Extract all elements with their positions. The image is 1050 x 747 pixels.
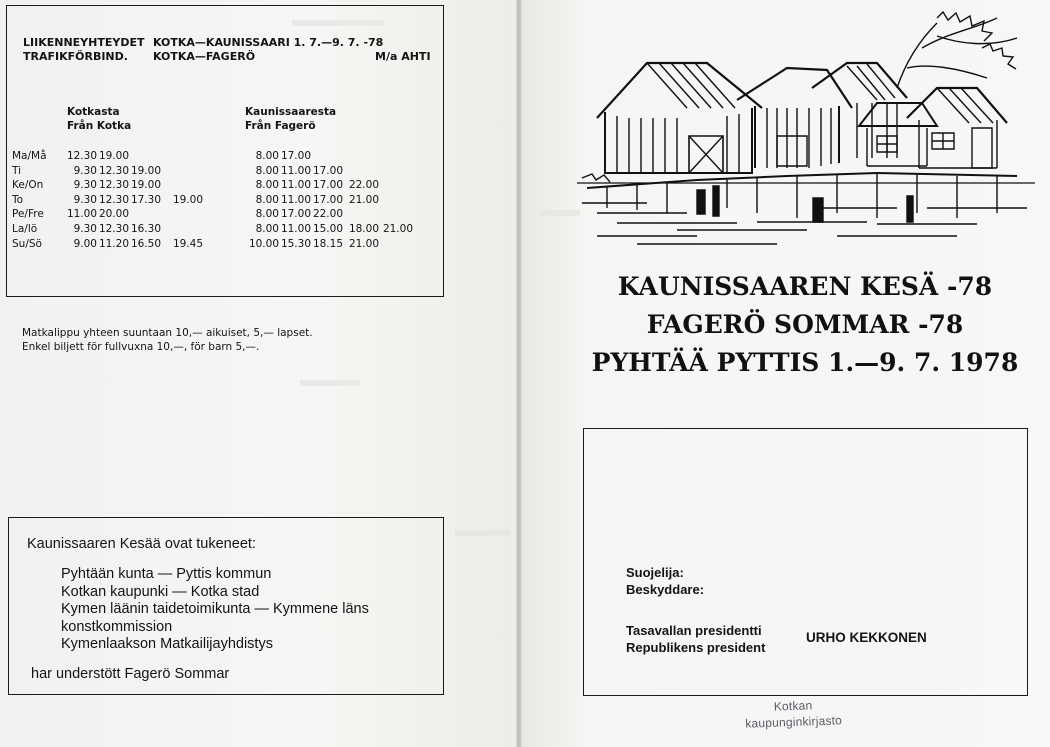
departure-time: 16.30 (130, 222, 161, 235)
departure-time: 11.00 (280, 179, 311, 192)
departure-time: 17.00 (312, 193, 343, 206)
patron-label-sv: Beskyddare: (626, 582, 705, 597)
patron-box (583, 428, 1028, 696)
bleed-through-mark (540, 210, 580, 216)
departure-time: 17.00 (280, 208, 311, 221)
departure-time: 8.00 (255, 222, 279, 235)
event-titles (560, 268, 1050, 382)
departure-time: 21.00 (348, 193, 379, 206)
departure-time: 11.20 (98, 237, 129, 250)
weekday-label: Pe/Fre (12, 208, 44, 221)
route-fi-label: LIIKENNEYHTEYDET (23, 36, 145, 49)
weekday-label: La/lö (12, 222, 38, 235)
supporter-item: konstkommission (61, 618, 173, 635)
route-sv-label: TRAFIKFÖRBIND. (23, 50, 128, 63)
supporter-item: Kymenlaakson Matkailijayhdistys (61, 636, 273, 652)
departure-time: 9.30 (73, 193, 97, 206)
departure-time: 12.30 (98, 164, 129, 177)
weekday-column (12, 149, 47, 251)
library-stamp (744, 696, 842, 731)
departure-time: 19.00 (98, 150, 129, 162)
stamp-line: Kotkan (773, 698, 813, 714)
route-sv-detail: KOTKA—FAGERÖ (153, 50, 256, 63)
departure-time: 17.30 (130, 193, 161, 206)
column-header-kaunissaari: Kaunissaaresta Från Fagerö (245, 106, 337, 132)
patron-role-fi: Tasavallan presidentti (626, 623, 762, 638)
supporters-list (61, 566, 369, 654)
ferry-timetable (6, 5, 444, 297)
departure-time: 18.00 (348, 222, 379, 235)
departure-time: 19.00 (130, 164, 161, 177)
supporters-title: Kaunissaaren Kesää ovat tukeneet: (27, 536, 256, 552)
column-header-kotka: Kotkasta Från Kotka (67, 106, 132, 132)
patron-label-fi: Suojelija: (626, 565, 684, 580)
weekday-label: Ke/On (12, 179, 44, 192)
patron-role-sv: Republikens president (626, 640, 766, 655)
departure-time: 9.00 (73, 237, 97, 250)
departure-time: 16.50 (130, 237, 161, 250)
boathouses-illustration (577, 8, 1035, 248)
bleed-through-mark (455, 530, 510, 536)
stamp-line: kaupunginkirjasto (745, 713, 843, 731)
departure-time: 12.30 (66, 150, 97, 162)
departure-time: 12.30 (98, 222, 129, 235)
weekday-label: Su/Sö (12, 237, 42, 250)
departure-time: 12.30 (98, 179, 129, 192)
supporters-box (8, 517, 444, 695)
route-fi-detail: KOTKA—KAUNISSAARI 1. 7.—9. 7. -78 (153, 36, 384, 49)
supporter-item: Kymen läänin taidetoimikunta — Kymmene läns (61, 601, 369, 617)
departure-time: 9.30 (73, 164, 97, 177)
departure-time: 8.00 (255, 208, 279, 221)
supporter-item: Kotkan kaupunki — Kotka stad (61, 583, 260, 600)
departure-time: 19.00 (130, 179, 161, 192)
departure-time: 17.00 (312, 164, 343, 177)
departure-time: 15.00 (312, 222, 343, 235)
departure-time: 17.00 (280, 150, 311, 162)
fare-info (22, 326, 313, 354)
departure-time: 11.00 (280, 193, 311, 206)
departure-time: 9.30 (73, 179, 97, 192)
title-swedish: FAGERÖ SOMMAR -78 (646, 310, 964, 339)
departure-time: 22.00 (348, 179, 379, 192)
departure-time: 15.30 (280, 237, 311, 250)
fare-sv: Enkel biljett för fullvuxna 10,—, för barn 5,—. (22, 341, 260, 353)
patron-roles (626, 622, 765, 656)
departure-time: 8.00 (255, 179, 279, 192)
departure-time: 20.00 (98, 208, 129, 221)
departure-time: 10.00 (248, 237, 279, 250)
title-finnish: KAUNISSAAREN KESÄ -78 (617, 272, 993, 301)
departure-time: 19.00 (172, 193, 203, 206)
departure-time: 8.00 (255, 164, 279, 177)
weekday-label: Ti (12, 164, 22, 177)
weekday-label: To (12, 193, 24, 206)
departure-time: 17.00 (312, 179, 343, 192)
departure-time: 21.00 (348, 237, 379, 250)
departure-time: 8.00 (255, 150, 279, 162)
fare-fi: Matkalippu yhteen suuntaan 10,— aikuiset, 5,— lapset. (22, 327, 313, 339)
departure-time: 11.00 (280, 164, 311, 177)
departure-time: 21.00 (382, 222, 413, 235)
patron-name: URHO KEKKONEN (806, 630, 927, 645)
departure-time: 11.00 (66, 208, 97, 221)
supporter-item: Pyhtään kunta — Pyttis kommun (61, 566, 272, 582)
weekday-label: Ma/Må (12, 150, 47, 162)
departure-time: 8.00 (255, 193, 279, 206)
departure-time: 11.00 (280, 222, 311, 235)
departure-time: 9.30 (73, 222, 97, 235)
supporters-footer: har understött Fagerö Sommar (31, 666, 230, 682)
bleed-through-mark (300, 380, 360, 386)
vessel-name: M/a AHTI (375, 50, 431, 63)
patron-labels (626, 564, 704, 598)
departure-time: 18.15 (312, 237, 343, 250)
departure-time: 12.30 (98, 193, 129, 206)
departure-time: 22.00 (312, 208, 343, 221)
departure-time: 19.45 (172, 237, 203, 250)
title-location-dates: PYHTÄÄ PYTTIS 1.—9. 7. 1978 (591, 348, 1019, 377)
